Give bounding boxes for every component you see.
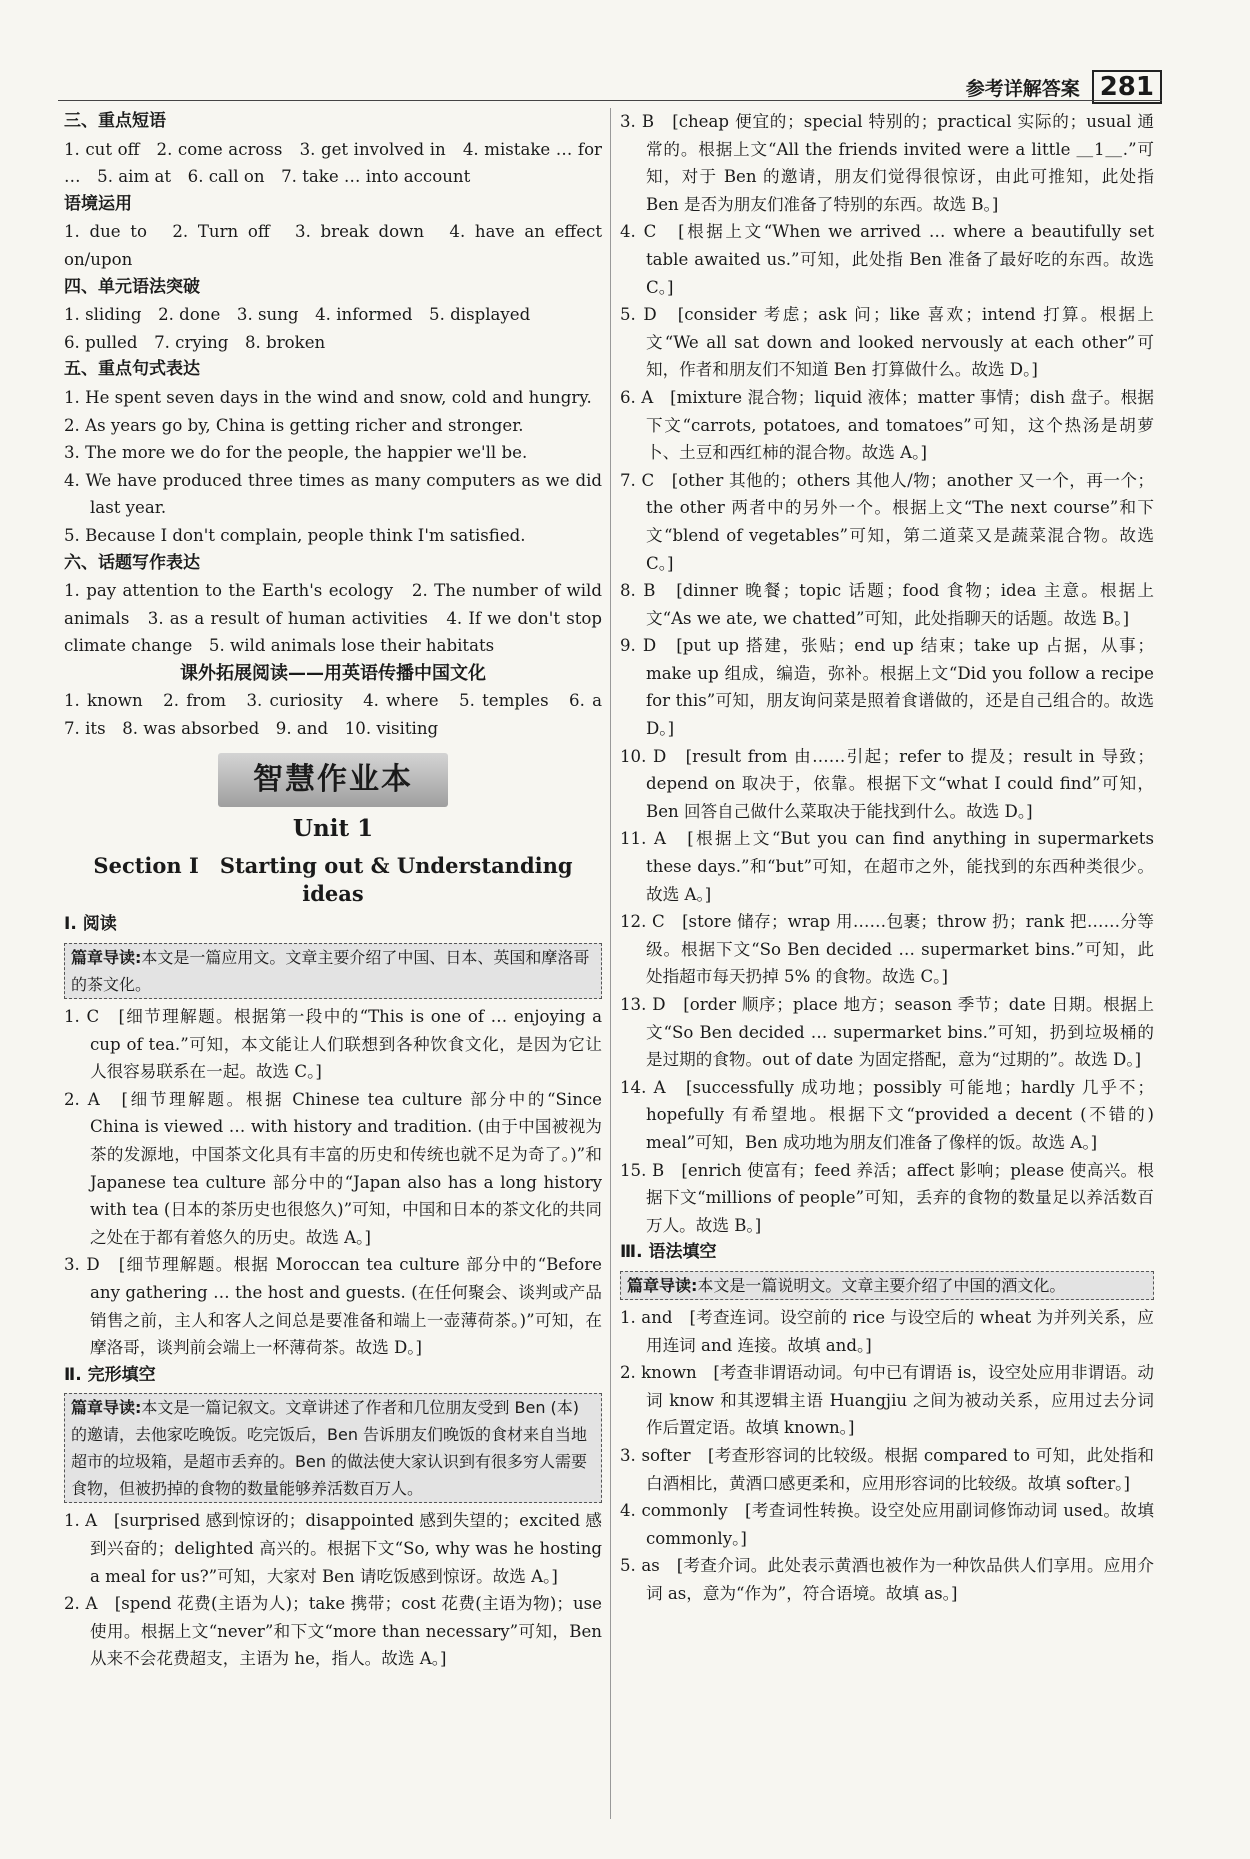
section-heading: 三、重点短语: [64, 111, 166, 131]
left-column: [64, 108, 619, 1673]
answer-item: 3. B [cheap 便宜的；special 特别的；practical 实际的；usual 通常的。根据上文“All the friends invited were a little ＿1＿.”可知，对于 Ben 的邀请，朋友们觉得很惊讶，由此可推知，此处指 Ben 是否为朋友们准备了特别的东西。故选 B。]: [620, 112, 1154, 214]
section-heading: 四、单元语法突破: [64, 276, 200, 297]
chapter-guide-box: [64, 1393, 602, 1503]
answer-line: 1. sliding 2. done 3. sung 4. informed 5. displayed: [64, 305, 531, 325]
answer-item: 6. A [mixture 混合物；liquid 液体；matter 事情；dish 盘子。根据下文“carrots, potatoes, and tomatoes”可知，这个热汤是胡萝卜、土豆和西红柿的混合物。故选 A。]: [620, 387, 1154, 463]
part-heading: Ⅱ. 完形填空: [64, 1364, 156, 1385]
answer-item: 11. A [根据上文“But you can find anything in supermarkets these days.”和“but”可知，在超市之外，能找到的东西种类很少。故选 A。]: [620, 829, 1154, 904]
answer-item: 2. A [spend 花费(主语为人)；take 携带；cost 花费(主语为物)；use 使用。根据上文“never”和下文“more than necessary”可知，Ben 从来不会花费超支，主语为 he，指人。故选 A。]: [64, 1594, 602, 1669]
guide-label: 篇章导读:: [627, 1275, 698, 1295]
answer-item: 2. known [考查非谓语动词。句中已有谓语 is，设空处应用非谓语。动词 know 和其逻辑主语 Huangjiu 之间为被动关系，应用过去分词作后置定语。故填 known。]: [620, 1363, 1154, 1438]
answer-line: 1. pay attention to the Earth's ecology 2. The number of wild animals 3. as a result of human activities 4. If we don't stop climate change 5. wild animals lose their habitats: [64, 581, 602, 656]
answer-line: 1. due to 2. Turn off 3. break down 4. have an effect on/upon: [64, 222, 602, 269]
page-number: 281: [1092, 70, 1162, 104]
answer-item: 14. A [successfully 成功地；possibly 可能地；hardly 几乎不；hopefully 有希望地。根据下文“provided a decent (不错的) meal”可知，Ben 成功地为朋友们准备了像样的饭。故选 A。]: [620, 1077, 1154, 1152]
part-heading: Ⅲ. 语法填空: [620, 1242, 717, 1263]
section-heading: 五、重点句式表达: [64, 359, 200, 380]
answer-item: 5. D [consider 考虑；ask 问；like 喜欢；intend 打算。根据上文“We all sat down and looked nervously at each other”可知，作者和朋友们不知道 Ben 打算做什么。故选 D。]: [620, 305, 1154, 380]
unit-title: Unit 1: [292, 814, 374, 842]
extension-heading: 课外拓展阅读——用英语传播中国文化: [180, 662, 486, 684]
right-column: [620, 108, 1154, 1607]
guide-text: 本文是一篇记叙文。文章讲述了作者和几位朋友受到 Ben (本) 的邀请，去他家吃晚饭。吃完饭后，Ben 告诉朋友们晚饭的食材来自当地超市的垃圾箱，是超市丢弃的。Ben 的做法使大家认识到有很多穷人需要食物，但被扔掉的食物的数量能够养活数百万人。: [71, 1398, 588, 1499]
part-heading: Ⅰ. 阅读: [64, 914, 117, 935]
page-header: [966, 70, 1162, 104]
section-title: Section Ⅰ Starting out & Understanding ideas: [93, 853, 573, 906]
answer-line: 5. Because I don't complain, people think I'm satisfied.: [64, 525, 526, 545]
answer-item: 10. D [result from 由……引起；refer to 提及；result in 导致；depend on 取决于，依靠。根据下文“what I could find”可知，Ben 回答自己做什么菜取决于能找到什么。故选 D。]: [620, 746, 1154, 821]
workbook-banner: 智慧作业本: [218, 753, 448, 807]
answer-item: 3. D [细节理解题。根据 Moroccan tea culture 部分中的“Before any gathering … the host and guests. (在任何聚会、谈判或产品销售之前，主人和客人之间总是要准备和端上一壶薄荷茶。)”可知，在摩洛哥，谈判前会端上一杯薄荷茶。故选 D。]: [64, 1255, 602, 1358]
answer-item: 5. as [考查介词。此处表示黄酒也被作为一种饮品供人们享用。应用介词 as，意为“作为”，符合语境。故填 as。]: [620, 1556, 1154, 1603]
answer-item: 13. D [order 顺序；place 地方；season 季节；date 日期。根据上文“So Ben decided … supermarket bins.”可知，扔到垃圾桶的是过期的食物。out of date 为固定搭配，意为“过期的”。故选 D。]: [620, 995, 1154, 1070]
answer-item: 7. C [other 其他的；others 其他人/物；another 又一个，再一个；the other 两者中的另外一个。根据上文“The next course”和下文“blend of vegetables”可知，第二道菜又是蔬菜混合物。故选 C。]: [620, 470, 1154, 573]
chapter-guide-box: [620, 1271, 1154, 1300]
guide-label: 篇章导读:: [71, 948, 142, 968]
answer-line: 1. known 2. from 3. curiosity 4. where 5. temples 6. a 7. its 8. was absorbed 9. and 10. visiting: [64, 691, 619, 739]
answer-line: 4. We have produced three times as many computers as we did last year.: [64, 470, 602, 518]
answer-item: 4. C [根据上文“When we arrived … where a beautifully set table awaited us.”可知，此处指 Ben 准备了最好吃的东西。故选 C。]: [620, 222, 1154, 297]
answer-item: 1. A [surprised 感到惊讶的；disappointed 感到失望的；excited 感到兴奋的；delighted 高兴的。根据下文“So, why was he hosting a meal for us?”可知，大家对 Ben 请吃饭感到惊讶。故选 A。]: [64, 1511, 602, 1586]
guide-label: 篇章导读:: [71, 1398, 142, 1418]
answer-item: 8. B [dinner 晚餐；topic 话题；food 食物；idea 主意。根据上文“As we ate, we chatted”可知，此处指聊天的话题。故选 B。]: [620, 581, 1154, 628]
chapter-guide-box: [64, 943, 602, 999]
answer-item: 1. C [细节理解题。根据第一段中的“This is one of … enjoying a cup of tea.”可知，本文能让人们联想到各种饮食文化，是因为它让人很容易联系在一起。故选 C。]: [64, 1007, 602, 1082]
answer-line: 1. cut off 2. come across 3. get involved in 4. mistake … for … 5. aim at 6. call on 7. take … into account: [64, 139, 602, 187]
column-divider: [610, 108, 611, 1819]
answer-item: 9. D [put up 搭建，张贴；end up 结束；take up 占据，从事；make up 组成，编造，弥补。根据上文“Did you follow a recipe for this”可知，朋友询问菜是照着食谱做的，还是自己组合的。故选 D。]: [620, 636, 1154, 739]
header-title: 参考详解答案: [965, 77, 1080, 100]
header-rule: [58, 100, 1162, 101]
guide-text: 本文是一篇应用文。文章主要介绍了中国、日本、英国和摩洛哥的茶文化。: [71, 948, 590, 995]
answer-item: 15. B [enrich 使富有；feed 养活；affect 影响；please 使高兴。根据下文“millions of people”可知，丢弃的食物的数量足以养活数百万人。故选 B。]: [620, 1160, 1154, 1235]
answer-item: 3. softer [考查形容词的比较级。根据 compared to 可知，此处指和白酒相比，黄酒口感更柔和，应用形容词的比较级。故填 softer。]: [620, 1445, 1154, 1493]
section-heading: 语境运用: [64, 193, 132, 214]
guide-text: 本文是一篇说明文。文章主要介绍了中国的酒文化。: [697, 1275, 1066, 1295]
answer-item: 4. commonly [考查词性转换。设空处应用副词修饰动词 used。故填 commonly。]: [620, 1501, 1154, 1548]
answer-line: 1. He spent seven days in the wind and snow, cold and hungry.: [64, 387, 592, 407]
answer-item: 2. A [细节理解题。根据 Chinese tea culture 部分中的“Since China is viewed … with history and tradition. (由于中国被视为茶的发源地，中国茶文化具有丰富的历史和传统也就不足为奇了。)”和 Japanese tea culture 部分中的“Japan also has a long history with tea (日本的茶历史也很悠久)”可知，中国和日本的茶文化的共同之处在于都有着悠久的历史。故选 A。]: [64, 1089, 602, 1247]
answer-item: 12. C [store 储存；wrap 用……包裹；throw 扔；rank 把……分等级。根据下文“So Ben decided … supermarket bins.”可知，此处指超市每天扔掉 5% 的食物。故选 C。]: [620, 912, 1154, 987]
answer-item: 1. and [考查连词。设空前的 rice 与设空后的 wheat 为并列关系，应用连词 and 连接。故填 and。]: [620, 1307, 1154, 1355]
answer-line: 3. The more we do for the people, the happier we'll be.: [64, 443, 528, 463]
section-heading: 六、话题写作表达: [64, 552, 200, 573]
answer-line: 2. As years go by, China is getting richer and stronger.: [64, 415, 524, 435]
answer-line: 6. pulled 7. crying 8. broken: [64, 332, 326, 352]
